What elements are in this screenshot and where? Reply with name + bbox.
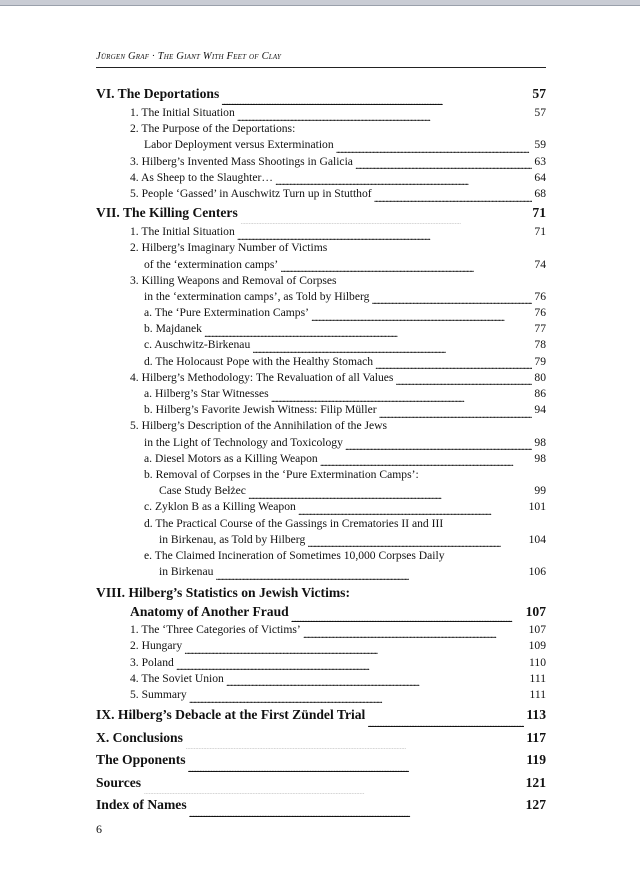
toc-entry[interactable] xyxy=(96,655,546,671)
leader-dots xyxy=(237,110,533,122)
toc-subentry[interactable] xyxy=(96,305,546,321)
toc-title: 3. Poland xyxy=(130,655,174,669)
toc-page: 111 xyxy=(529,671,546,685)
toc-entry[interactable] xyxy=(96,687,546,703)
leader-dots xyxy=(248,488,532,500)
leader-dots xyxy=(336,142,533,154)
toc-subentry[interactable] xyxy=(96,386,546,402)
toc-opponents[interactable] xyxy=(96,749,546,772)
toc-entry[interactable] xyxy=(96,186,546,202)
toc-title: d. The Holocaust Pope with the Healthy Stomach xyxy=(144,354,374,368)
window-top-edge xyxy=(0,0,640,6)
toc-title: Index of Names xyxy=(96,797,187,813)
running-head: Jürgen Graf · The Giant With Feet of Clay xyxy=(96,51,282,62)
toc-page: 57 xyxy=(532,86,546,101)
toc-title: VII. The Killing Centers xyxy=(96,205,238,221)
toc-page: 104 xyxy=(528,532,546,546)
toc-page: 59 xyxy=(534,138,546,152)
toc-index-of-names[interactable] xyxy=(96,794,546,817)
table-of-contents xyxy=(96,83,546,817)
toc-title: 4. Hilberg’s Methodology: The Revaluation of all Values xyxy=(130,370,394,384)
toc-page: 98 xyxy=(534,435,546,449)
leader-dots xyxy=(237,229,533,241)
leader-dots xyxy=(379,407,533,419)
toc-page: 111 xyxy=(529,688,546,701)
toc-page: 76 xyxy=(534,306,546,320)
toc-title: 1. The Initial Situation xyxy=(130,106,235,119)
toc-title: b. Majdanek xyxy=(144,322,202,336)
leader-dots xyxy=(215,569,526,581)
toc-page: 63 xyxy=(534,154,546,168)
toc-title: in the Light of Technology and Toxicology xyxy=(144,435,343,449)
toc-chapter-6[interactable] xyxy=(96,83,546,105)
leader-dots xyxy=(176,659,527,671)
toc-title: 1. The Initial Situation xyxy=(130,225,235,239)
toc-page: 121 xyxy=(525,774,546,790)
leader-dots xyxy=(221,91,530,105)
page-number: 6 xyxy=(96,822,102,836)
toc-entry[interactable] xyxy=(96,224,546,240)
toc-subentry[interactable] xyxy=(96,321,546,337)
leader-dots xyxy=(395,374,532,386)
toc-entry[interactable] xyxy=(96,105,546,121)
toc-title: b. Hilberg’s Favorite Jewish Witness: Filip Müller xyxy=(144,403,377,417)
leader-dots xyxy=(375,358,532,370)
leader-dots xyxy=(345,439,533,451)
leader-dots xyxy=(188,758,525,772)
toc-title: a. Diesel Motors as a Killing Weapon xyxy=(144,451,318,465)
leader-dots xyxy=(189,803,524,817)
toc-subentry-line1[interactable]: b. Removal of Corpses in the ‘Pure Extermination Camps’: xyxy=(144,467,419,481)
toc-chapter-10[interactable] xyxy=(96,727,546,750)
toc-title: Sources xyxy=(96,774,142,790)
toc-page: 110 xyxy=(529,655,546,669)
toc-title: 4. As Sheep to the Slaughter… xyxy=(130,170,273,184)
toc-page: 98 xyxy=(534,451,546,465)
toc-title: 5. Summary xyxy=(130,688,187,701)
toc-title: c. Auschwitz-Birkenau xyxy=(144,338,251,352)
toc-page: 79 xyxy=(534,354,546,368)
toc-chapter-8-line1[interactable]: VIII. Hilberg’s Statistics on Jewish Victims: xyxy=(96,585,350,601)
toc-page: 109 xyxy=(528,639,546,653)
leader-dots xyxy=(307,536,526,548)
leader-dots xyxy=(374,191,533,203)
toc-title: a. The ‘Pure Extermination Camps’ xyxy=(144,306,309,320)
toc-entry-line1[interactable]: 2. Hilberg’s Imaginary Number of Victims xyxy=(130,241,328,255)
leader-dots xyxy=(280,261,532,273)
leader-dots xyxy=(184,643,526,655)
leader-dots xyxy=(252,342,532,354)
toc-subentry[interactable] xyxy=(96,354,546,370)
toc-subentry[interactable] xyxy=(96,483,546,499)
toc-entry[interactable] xyxy=(96,257,546,273)
toc-title: 4. The Soviet Union xyxy=(130,671,224,685)
toc-page: 94 xyxy=(534,403,546,417)
toc-page: 76 xyxy=(534,289,546,303)
header-rule xyxy=(96,67,546,68)
toc-entry[interactable] xyxy=(96,370,546,386)
toc-title: in Birkenau, as Told by Hilberg xyxy=(159,532,306,546)
toc-entry-line1[interactable]: 3. Killing Weapons and Removal of Corpses xyxy=(130,273,337,287)
toc-entry-line1[interactable]: 5. Hilberg’s Description of the Annihilation of the Jews xyxy=(130,419,388,433)
toc-subentry[interactable] xyxy=(96,451,546,467)
toc-subentry-line1[interactable]: e. The Claimed Incineration of Sometimes 10,000 Corpses Daily xyxy=(144,548,445,562)
toc-title: 5. People ‘Gassed’ in Auschwitz Turn up in Stutthof xyxy=(130,186,372,200)
leader-dots xyxy=(204,326,532,338)
leader-dots xyxy=(355,158,532,170)
toc-entry[interactable] xyxy=(96,622,546,638)
leader-dots xyxy=(271,391,533,403)
leader-dots xyxy=(189,692,528,704)
toc-page: 99 xyxy=(534,484,546,498)
toc-title: 3. Hilberg’s Invented Mass Shootings in Galicia xyxy=(130,154,353,168)
toc-title: a. Hilberg’s Star Witnesses xyxy=(144,387,269,400)
leader-dots xyxy=(371,293,532,305)
leader-dots xyxy=(226,675,528,687)
toc-title: X. Conclusions xyxy=(96,729,183,745)
toc-title: in the ‘extermination camps’, as Told by Hilberg xyxy=(144,289,370,303)
toc-title: IX. Hilberg’s Debacle at the First Zündel Trial xyxy=(96,707,366,723)
toc-page: 68 xyxy=(534,186,546,200)
toc-page: 127 xyxy=(525,797,546,813)
toc-page: 86 xyxy=(534,387,546,400)
toc-title: VI. The Deportations xyxy=(96,86,220,101)
leader-dots xyxy=(311,310,532,322)
toc-entry[interactable] xyxy=(96,638,546,654)
toc-title: Anatomy of Another Fraud xyxy=(130,604,289,620)
toc-page: 101 xyxy=(528,500,546,514)
toc-title: of the ‘extermination camps’ xyxy=(144,257,279,271)
toc-page: 119 xyxy=(526,752,546,768)
leader-dots xyxy=(298,504,527,516)
toc-title: c. Zyklon B as a Killing Weapon xyxy=(144,500,296,514)
toc-entry[interactable] xyxy=(96,289,546,305)
leader-dots xyxy=(303,627,527,639)
toc-chapter-8[interactable] xyxy=(96,602,546,622)
toc-page: 74 xyxy=(534,257,546,271)
toc-page: 107 xyxy=(525,604,546,620)
toc-page: 78 xyxy=(534,338,546,352)
toc-entry[interactable] xyxy=(96,137,546,153)
toc-page: 80 xyxy=(534,370,546,384)
leader-dots xyxy=(291,609,524,623)
toc-entry[interactable] xyxy=(96,154,546,170)
toc-page: 77 xyxy=(534,322,546,336)
toc-page: 71 xyxy=(534,225,546,239)
toc-entry[interactable] xyxy=(96,170,546,186)
toc-chapter-7[interactable] xyxy=(96,202,546,224)
leader-dots xyxy=(240,211,531,225)
leader-dots xyxy=(275,174,532,186)
leader-dots xyxy=(320,455,533,467)
toc-page: 64 xyxy=(534,170,546,184)
toc-title: Case Study Bełżec xyxy=(159,484,246,498)
toc-page: 57 xyxy=(534,106,546,119)
toc-title: in Birkenau xyxy=(159,565,214,579)
toc-title: 1. The ‘Three Categories of Victims’ xyxy=(130,623,301,637)
toc-subentry[interactable] xyxy=(96,564,546,580)
toc-page: 117 xyxy=(526,729,546,745)
toc-title: The Opponents xyxy=(96,752,186,768)
toc-subentry-line1[interactable]: d. The Practical Course of the Gassings in Crematories II and III xyxy=(144,516,444,530)
toc-entry[interactable] xyxy=(96,671,546,687)
toc-subentry[interactable] xyxy=(96,402,546,418)
toc-page: 71 xyxy=(532,205,546,221)
toc-chapter-9[interactable] xyxy=(96,704,546,727)
toc-entry-line1[interactable]: 2. The Purpose of the Deportations: xyxy=(130,122,296,136)
toc-subentry[interactable] xyxy=(96,532,546,548)
toc-page: 113 xyxy=(526,707,546,723)
toc-subentry[interactable] xyxy=(96,499,546,515)
toc-entry[interactable] xyxy=(96,435,546,451)
toc-title: Labor Deployment versus Extermination xyxy=(144,138,334,152)
toc-page: 106 xyxy=(528,565,546,579)
toc-page: 107 xyxy=(528,623,546,637)
leader-dots xyxy=(367,713,524,727)
toc-title: 2. Hungary xyxy=(130,639,183,653)
toc-subentry[interactable] xyxy=(96,337,546,353)
leader-dots xyxy=(143,781,524,795)
toc-sources[interactable] xyxy=(96,772,546,795)
leader-dots xyxy=(185,736,524,750)
